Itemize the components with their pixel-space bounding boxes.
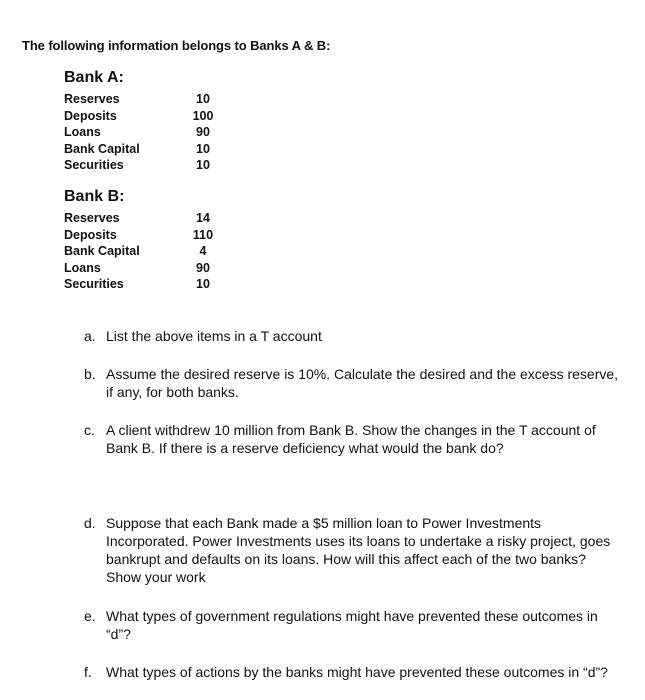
item-value: 110 bbox=[192, 227, 214, 242]
question-b bbox=[84, 365, 621, 401]
bank-b-row bbox=[64, 243, 218, 260]
item-value: 14 bbox=[196, 211, 210, 225]
question-text: What types of actions by the banks might have prevented these outcomes in “d”? bbox=[106, 664, 608, 680]
question-text: A client withdrew 10 million from Bank B. Show the changes in the T account of Bank B. If there is a reserve deficiency what would the bank do? bbox=[106, 422, 596, 456]
item-value: 10 bbox=[196, 277, 210, 291]
bank-b-row bbox=[64, 210, 218, 227]
item-label: Deposits bbox=[64, 227, 117, 242]
item-value: 10 bbox=[196, 158, 210, 172]
question-a bbox=[84, 327, 621, 345]
question-letter: a. bbox=[84, 328, 96, 344]
item-label: Reserves bbox=[64, 92, 120, 106]
item-value: 10 bbox=[196, 92, 210, 106]
bank-b-title: Bank B: bbox=[64, 188, 125, 205]
question-f bbox=[84, 663, 621, 681]
question-text: Suppose that each Bank made a $5 million loan to Power Investments Incorporated. Power Investments uses its loans to undertake a risky project, goes bankrupt and defaults on its loans. How will this affect each of the two banks? Show your work bbox=[106, 515, 611, 585]
item-label: Securities bbox=[64, 158, 124, 172]
item-label: Bank Capital bbox=[64, 141, 140, 156]
item-value: 90 bbox=[196, 125, 210, 139]
question-text: Assume the desired reserve is 10%. Calculate the desired and the excess reserve, if any, for both banks. bbox=[106, 366, 619, 400]
bank-a-row bbox=[64, 141, 218, 158]
question-text: List the above items in a T account bbox=[106, 328, 322, 344]
intro-heading: The following information belongs to Banks A & B: bbox=[22, 38, 331, 53]
item-value: 90 bbox=[196, 260, 210, 275]
question-letter: c. bbox=[84, 422, 95, 438]
item-label: Bank Capital bbox=[64, 244, 140, 258]
question-e bbox=[84, 607, 621, 643]
bank-a-row bbox=[64, 108, 218, 125]
item-value: 10 bbox=[196, 141, 210, 156]
question-letter: e. bbox=[84, 608, 96, 624]
bank-a-title: Bank A: bbox=[64, 69, 124, 86]
question-c bbox=[84, 421, 621, 457]
question-d bbox=[84, 514, 621, 586]
bank-b-row bbox=[64, 260, 218, 277]
item-label: Loans bbox=[64, 260, 101, 275]
item-label: Reserves bbox=[64, 211, 120, 225]
item-label: Loans bbox=[64, 125, 101, 139]
item-value: 100 bbox=[192, 108, 214, 123]
bank-a-section bbox=[64, 68, 218, 174]
bank-a-row bbox=[64, 91, 218, 108]
bank-b-row bbox=[64, 227, 218, 244]
bank-b-section bbox=[64, 187, 218, 293]
item-label: Securities bbox=[64, 277, 124, 291]
bank-a-row bbox=[64, 124, 218, 141]
bank-b-row bbox=[64, 276, 218, 293]
item-label: Deposits bbox=[64, 108, 117, 123]
question-letter: f. bbox=[84, 664, 92, 680]
question-text: What types of government regulations might have prevented these outcomes in “d”? bbox=[106, 608, 598, 642]
question-letter: d. bbox=[84, 515, 96, 531]
question-letter: b. bbox=[84, 366, 96, 382]
item-value: 4 bbox=[199, 244, 207, 258]
bank-a-row bbox=[64, 157, 218, 174]
